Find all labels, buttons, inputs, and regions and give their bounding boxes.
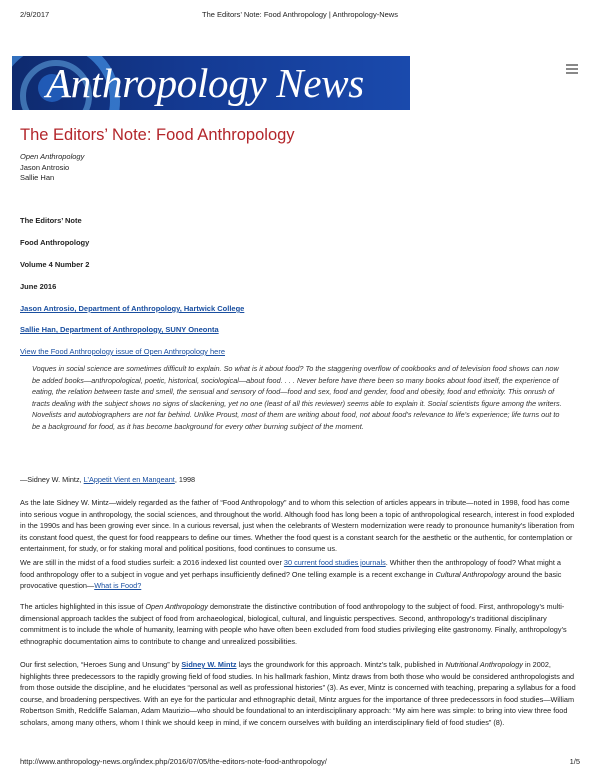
- attribution-suffix: , 1998: [174, 475, 196, 484]
- para2-text-b: . Whither then the anthropology of food? What might a food anthropology offer to a subject in vogue and yet perhaps insufficiently defined? One telling example is a recent exchange in: [20, 558, 561, 579]
- print-footer: [20, 757, 580, 766]
- affiliation-link-sallie[interactable]: Sallie Han, Department of Anthropology, SUNY Oneonta: [20, 325, 219, 334]
- meta-date: June 2016: [20, 282, 57, 291]
- byline-author-1: Jason Antrosio: [20, 162, 70, 172]
- para3-text-b: demonstrate the distinctive contribution of food anthropology to the subject of food. First, anthropology’s multi-dimensional approach tackles the subject of food from archaeological, biological, cultural, and linguistic perspectives. Second, anthropology’s traditional disciplinary commitment is to include the whole of humanity, learning with people who have often been excluded from food studies privileging elite gastronomy. Finally, anthropology’s ethnographic documentation aims to contribute to change and unrealized possibilities.: [20, 602, 567, 646]
- epigraph-quote: Voques in social science are sometimes difficult to explain. So what is it about food? To the staggering overflow of cookbooks and of television food shows can now be added books—anthropological, poetic, historical, sociological—about food. . . . Never before have there been so many books about food itself, the experience of eating, the relation between taste and smell, the sensual and sensory of food—food and sex, food and gender, food and obesity, food and ethnicity. This onrush of tracts dealing with the subject shows no signs of slackening, yet no one (least of all this reviewer) seems able to explain it. Social scientists figure among the writers. Novelists and autobiographers are not far behind. Unlike Proust, most of them are writing about food, not about food’s relevance to life’s experience; life turns out to be a background for food, as it has become background for every other burning subject of the moment.: [32, 364, 562, 431]
- para2-text-c: around the basic provocative question—: [20, 569, 562, 591]
- byline-author-2: Sallie Han: [20, 173, 55, 182]
- attribution-link[interactable]: L’Appetit Vient en Mangeant: [83, 475, 175, 484]
- paragraph-4: [20, 659, 576, 729]
- attribution-prefix: —Sidney W. Mintz,: [20, 475, 84, 484]
- quote-attribution: [20, 474, 576, 486]
- para3-journal: Open Anthropology: [145, 602, 208, 611]
- what-is-food-link[interactable]: What is Food?: [94, 581, 142, 591]
- article-title: The Editors’ Note: Food Anthropology: [20, 126, 295, 144]
- site-title: Anthropology News: [46, 60, 364, 106]
- print-page-number: 1/5: [569, 757, 580, 766]
- food-journals-link[interactable]: 30 current food studies journals: [283, 558, 386, 567]
- para2-text-a: We are still in the midst of a food studies surfeit: a 2016 indexed list counted over: [20, 558, 284, 567]
- site-banner[interactable]: [12, 56, 410, 110]
- para4-journal: Nutritional Anthropology: [445, 660, 523, 669]
- paragraph-1: As the late Sidney W. Mintz—widely regarded as the father of “Food Anthropology” and to whom this selection of articles appears in tribute—noted in 1998, food has come into serious vogue in anthropology, the social sciences, and throughout the world. Although food has long been a topic of anthropological research, interest in food exploded in the 1990s and has been growing ever since. In a curious reversal, just when the celebrants of Western modernization were ready to pronounce humanity’s liberation from its constant food quest, the quest for food reappears to define our times. Whether the food quest is a constant search for the aesthetic or the authentic, for contemplation or entertainment, for study, or for staking moral and political positions, food continues to consume us.: [20, 498, 575, 554]
- paragraph-2: [20, 557, 576, 592]
- meta-volume: Volume 4 Number 2: [20, 260, 90, 269]
- paragraph-3: [20, 601, 576, 647]
- print-date: 2/9/2017: [20, 10, 50, 19]
- meta-label: The Editors’ Note: [20, 216, 82, 225]
- print-page-title: The Editors’ Note: Food Anthropology | Anthropology-News: [202, 10, 398, 19]
- para4-text-a: Our first selection, “Heroes Sung and Unsung” by: [20, 660, 182, 669]
- hamburger-menu-icon[interactable]: [566, 64, 578, 74]
- para3-text-a: The articles highlighted in this issue of: [20, 602, 146, 611]
- para4-text-c: in 2002, highlights three predecessors to the rapidly growing field of food studies. In his hallmark fashion, Mintz draws from both those who would be considered anthropologists and from those outside the discipline, and he elucidates “personal as well as professional histories” (3). As ever, Mintz is concerned with teaching, preparing a syllabus for a food course, and broadening perspectives. With an eye for the particular and ethnographic detail, Mintz argues for the importance of three predecessors in food studies—William Robertson Smith, Redcliffe Salaman, Adam Maurizio—who should be foundational to an interdisciplinary approach: “My aim here was simple: to bring into view three food scholars, among many others, whom I think we should keep in mind, if we concern ourselves with building an interdisciplinary field of food studies” (8).: [20, 660, 576, 727]
- para4-text-b: lays the groundwork for this approach. Mintz’s talk, published in: [236, 660, 446, 669]
- issue-link[interactable]: View the Food Anthropology issue of Open Anthropology here: [20, 347, 226, 356]
- meta-topic: Food Anthropology: [20, 238, 90, 247]
- affiliation-link-jason[interactable]: Jason Antrosio, Department of Anthropology, Hartwick College: [20, 304, 245, 313]
- byline-publication: Open Anthropology: [20, 152, 85, 161]
- para2-journal: Cultural Anthropology: [435, 569, 506, 579]
- print-url: http://www.anthropology-news.org/index.php/2016/07/05/the-editors-note-food-anthropology/: [20, 757, 327, 766]
- byline: [20, 152, 84, 184]
- print-header: [20, 10, 580, 19]
- sidney-mintz-link[interactable]: Sidney W. Mintz: [181, 660, 237, 669]
